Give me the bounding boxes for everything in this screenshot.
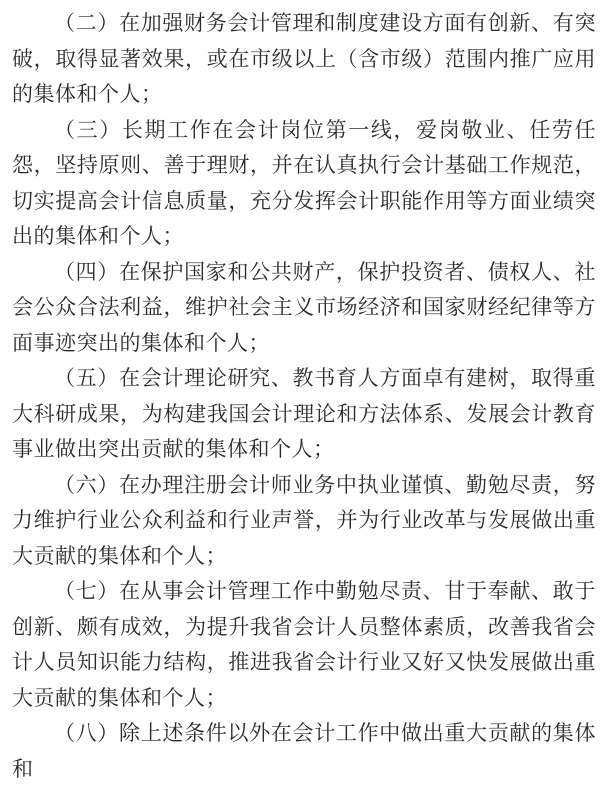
paragraph-item-3: （三）长期工作在会计岗位第一线，爱岗敬业、任劳任怨，坚持原则、善于理财，并在认真执行会计基础工作规范，切实提高会计信息质量，充分发挥会计职能作用等方面业绩突出的集体和个人；: [12, 117, 596, 248]
paragraph-item-8: （八）除上述条件以外在会计工作中做出重大贡献的集体和: [12, 721, 596, 781]
paragraph-item-5: （五）在会计理论研究、教书育人方面卓有建树，取得重大科研成果，为构建我国会计理论和方法体系、发展会计教育事业做出突出贡献的集体和个人；: [12, 366, 596, 461]
paragraph-item-7: （七）在从事会计管理工作中勤勉尽责、甘于奉献、敢于创新、颇有成效，为提升我省会计人员整体素质，改善我省会计人员知识能力结构，推进我省会计行业又好又快发展做出重大贡献的集体和个人；: [12, 579, 596, 710]
paragraph-item-6: （六）在办理注册会计师业务中执业谨慎、勤勉尽责，努力维护行业公众利益和行业声誉，并为行业改革与发展做出重大贡献的集体和个人；: [12, 472, 596, 568]
paragraph-item-4: （四）在保护国家和公共财产，保护投资者、债权人、社会公众合法利益，维护社会主义市场经济和国家财经纪律等方面事迹突出的集体和个人；: [12, 259, 596, 355]
paragraph-item-2: （二）在加强财务会计管理和制度建设方面有创新、有突破，取得显著效果，或在市级以上（含市级）范围内推广应用的集体和个人；: [12, 11, 596, 106]
